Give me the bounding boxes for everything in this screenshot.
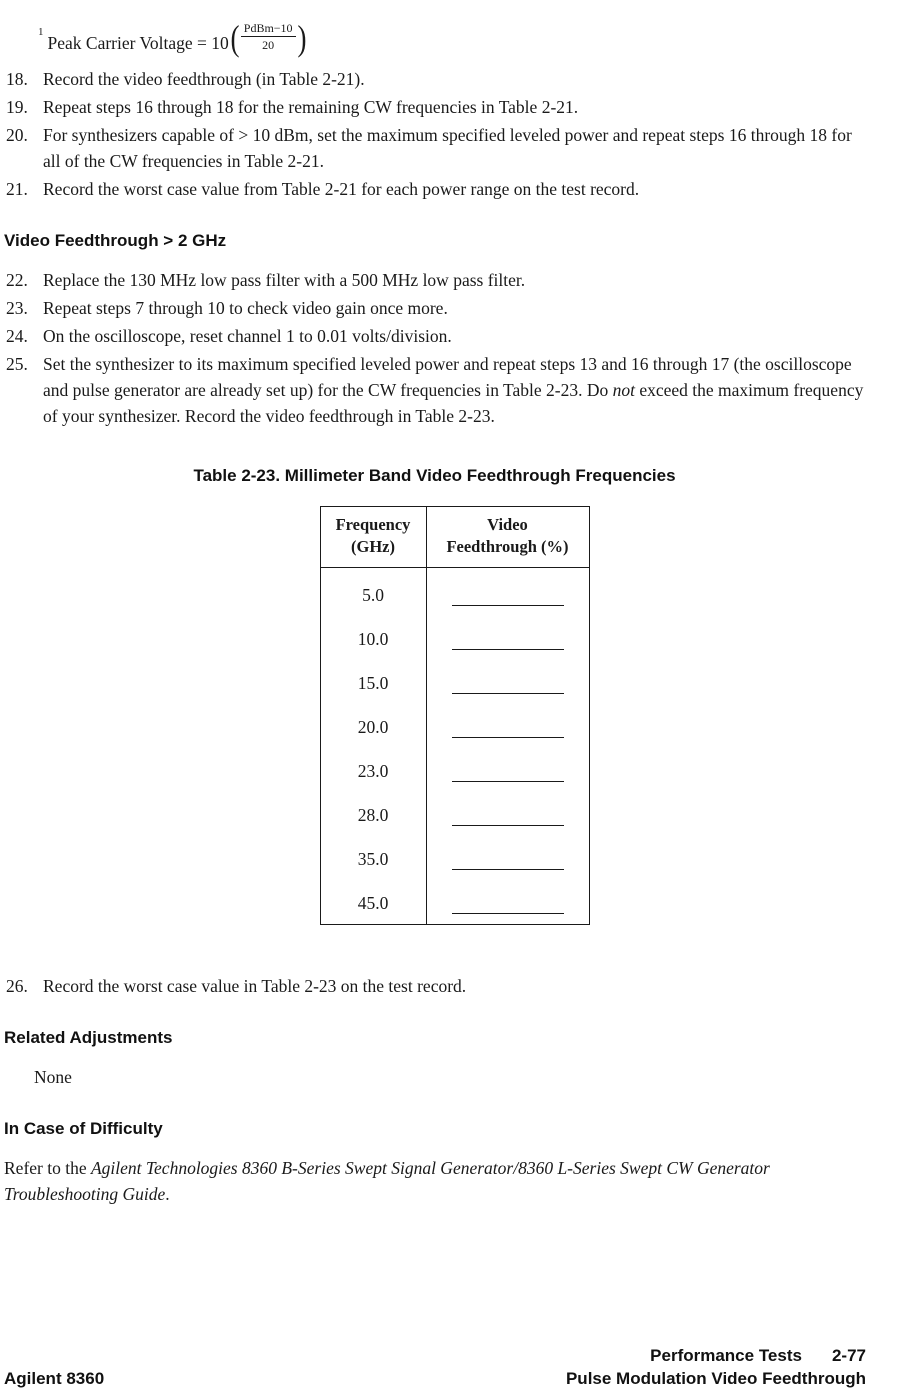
blank-entry-line bbox=[452, 807, 564, 826]
step-item-22 bbox=[4, 267, 865, 293]
table-row bbox=[321, 880, 589, 924]
step-item-23 bbox=[4, 295, 865, 321]
footnote-formula bbox=[38, 8, 865, 56]
step-text: For synthesizers capable of > 10 dBm, set the maximum specified leveled power and repeat steps 16 through 18 for all of the CW frequencies in Table 2-21. bbox=[43, 125, 852, 171]
step-number: 25. bbox=[6, 354, 28, 374]
fraction-denominator: 20 bbox=[262, 38, 275, 53]
difficulty-text-segment: . bbox=[165, 1184, 170, 1204]
step-list-18-21 bbox=[4, 66, 865, 202]
fraction bbox=[241, 21, 296, 52]
footer-section-label: Performance Tests bbox=[650, 1346, 802, 1365]
step-number: 26. bbox=[6, 976, 28, 996]
page-footer bbox=[4, 1344, 866, 1390]
blank-entry-line bbox=[452, 763, 564, 782]
footer-product-name: Agilent 8360 bbox=[4, 1369, 105, 1388]
step-text-italic: not bbox=[612, 380, 635, 400]
blank-entry-line bbox=[452, 895, 564, 914]
footer-section-and-page bbox=[650, 1344, 866, 1367]
blank-entry-line bbox=[452, 631, 564, 650]
table-row bbox=[321, 748, 589, 792]
table-caption: Table 2-23. Millimeter Band Video Feedthrough Frequencies bbox=[193, 466, 676, 485]
step-number: 24. bbox=[6, 326, 28, 346]
footer-right-block bbox=[566, 1344, 866, 1390]
table-header-feedthrough bbox=[427, 507, 589, 567]
step-text-segment: exceed the maximum frequency of your synthesizer. Record the video feedthrough in Table 2-23. bbox=[43, 380, 864, 426]
feedthrough-cell bbox=[427, 616, 589, 660]
step-number: 21. bbox=[6, 179, 28, 199]
table-row bbox=[321, 568, 589, 616]
frequency-value: 35.0 bbox=[321, 836, 427, 880]
footnote-marker: 1 bbox=[38, 26, 44, 38]
step-text: On the oscilloscope, reset channel 1 to 0.01 volts/division. bbox=[43, 326, 452, 346]
step-item-25 bbox=[4, 351, 865, 429]
footer-page-number: 2-77 bbox=[831, 1346, 866, 1365]
difficulty-text-italic: Agilent Technologies 8360 B-Series Swept Signal Generator/8360 L-Series Swept CW Generator Troubleshooting Guide bbox=[4, 1158, 770, 1204]
feedthrough-cell bbox=[427, 748, 589, 792]
step-list-22-25 bbox=[4, 267, 865, 429]
step-number: 18. bbox=[6, 69, 28, 89]
table-row bbox=[321, 660, 589, 704]
step-number: 20. bbox=[6, 125, 28, 145]
table-header-row bbox=[321, 507, 589, 568]
feedthrough-cell bbox=[427, 568, 589, 616]
open-paren: ( bbox=[230, 17, 240, 58]
section-heading-video-feedthrough: Video Feedthrough > 2 GHz bbox=[4, 231, 227, 250]
feedthrough-cell bbox=[427, 792, 589, 836]
frequency-value: 20.0 bbox=[321, 704, 427, 748]
step-text: Record the worst case value in Table 2-23 on the test record. bbox=[43, 976, 467, 996]
frequency-value: 15.0 bbox=[321, 660, 427, 704]
blank-entry-line bbox=[452, 587, 564, 606]
step-item-24 bbox=[4, 323, 865, 349]
frequency-value: 28.0 bbox=[321, 792, 427, 836]
frequency-value: 23.0 bbox=[321, 748, 427, 792]
table-header-frequency bbox=[321, 507, 427, 567]
feedthrough-cell bbox=[427, 660, 589, 704]
difficulty-paragraph bbox=[4, 1155, 865, 1207]
footer-subsection-label: Pulse Modulation Video Feedthrough bbox=[565, 1369, 866, 1388]
video-feedthrough-table bbox=[320, 506, 590, 925]
blank-entry-line bbox=[452, 719, 564, 738]
related-adjustments-body: None bbox=[34, 1067, 72, 1087]
table-row bbox=[321, 704, 589, 748]
header-line: Feedthrough (%) bbox=[446, 537, 569, 556]
step-item-21 bbox=[4, 176, 865, 202]
step-text: Replace the 130 MHz low pass filter with a 500 MHz low pass filter. bbox=[43, 270, 526, 290]
step-number: 19. bbox=[6, 97, 28, 117]
step-number: 23. bbox=[6, 298, 28, 318]
frequency-value: 45.0 bbox=[321, 880, 427, 924]
fraction-numerator: PdBm−10 bbox=[241, 21, 296, 37]
step-text: Record the video feedthrough (in Table 2-21). bbox=[43, 69, 365, 89]
table-row bbox=[321, 792, 589, 836]
header-line: (GHz) bbox=[351, 537, 395, 556]
step-text: Record the worst case value from Table 2-21 for each power range on the test record. bbox=[43, 179, 640, 199]
step-text bbox=[43, 351, 865, 429]
difficulty-text-segment: Refer to the bbox=[4, 1158, 91, 1178]
step-text: Repeat steps 7 through 10 to check video gain once more. bbox=[43, 298, 448, 318]
footnote-text: Peak Carrier Voltage = 10 bbox=[47, 33, 229, 53]
section-heading-related-adjustments: Related Adjustments bbox=[4, 1028, 173, 1047]
section-heading-in-case-of-difficulty: In Case of Difficulty bbox=[4, 1119, 163, 1138]
step-item-26 bbox=[4, 973, 865, 999]
blank-entry-line bbox=[452, 675, 564, 694]
step-item-20 bbox=[4, 122, 865, 174]
feedthrough-cell bbox=[427, 704, 589, 748]
frequency-value: 10.0 bbox=[321, 616, 427, 660]
feedthrough-cell bbox=[427, 836, 589, 880]
step-text: Repeat steps 16 through 18 for the remaining CW frequencies in Table 2-21. bbox=[43, 97, 579, 117]
step-number: 22. bbox=[6, 270, 28, 290]
blank-entry-line bbox=[452, 851, 564, 870]
header-line: Frequency bbox=[335, 515, 411, 534]
table-row bbox=[321, 836, 589, 880]
step-item-18 bbox=[4, 66, 865, 92]
header-line: Video bbox=[487, 515, 528, 534]
step-text-segment: Set the synthesizer to its maximum specified leveled power and repeat steps 13 and 16 through 17 (the oscilloscope and pulse generator are already set up) for the CW frequencies in Table 2-23. Do bbox=[43, 354, 852, 400]
close-paren: ) bbox=[297, 17, 307, 58]
table-row bbox=[321, 616, 589, 660]
step-item-19 bbox=[4, 94, 865, 120]
frequency-value: 5.0 bbox=[321, 568, 427, 616]
feedthrough-cell bbox=[427, 880, 589, 924]
